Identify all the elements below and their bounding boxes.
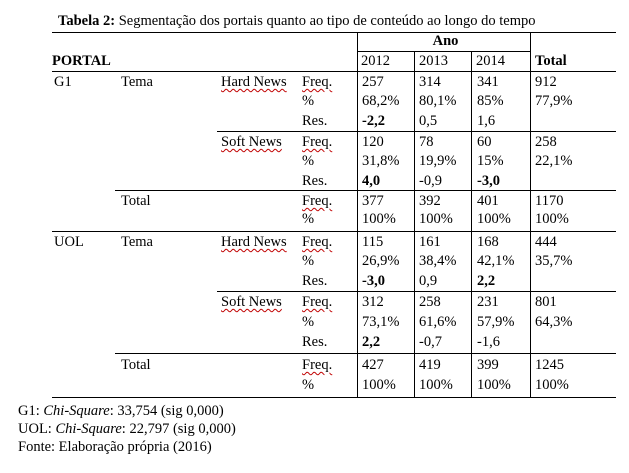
table-cell: 341 [477,74,499,90]
table-cell: 80,1% [419,93,457,109]
table-cell: 427 [362,357,384,373]
table-cell: Res. [302,173,328,189]
table-cell: -2,2 [362,113,385,129]
table-caption [58,13,536,30]
table-cell: 0,5 [419,113,438,129]
table-cell: 31,8% [362,153,400,169]
table-cell: 100% [362,377,396,393]
header-year-2014: 2014 [476,53,505,69]
table-cell: 42,1% [477,253,515,269]
table-cell: 312 [362,294,384,310]
table-cell: % [302,377,315,393]
table-cell: 61,6% [419,314,457,330]
table-cell: Soft News [221,294,282,310]
table-cell: Freq. [302,294,333,310]
table-cell: -0,9 [419,173,442,189]
table-cell: 2,2 [362,334,381,350]
rule-bottom [52,397,616,398]
table-cell: 100% [362,211,396,227]
rule-uol [52,231,616,232]
caption-label: Tabela 2: [58,13,116,29]
table-cell: 100% [477,377,511,393]
table-cell: Total [121,193,151,209]
table-cell: Freq. [302,74,333,90]
table-cell: 100% [419,211,453,227]
table-cell: 1245 [535,357,564,373]
table-cell: 0,9 [419,273,438,289]
table-cell: % [302,211,315,227]
table-cell: 231 [477,294,499,310]
table-cell: 258 [535,134,557,150]
rule-g1-soft [217,131,616,132]
table-cell: Soft News [221,134,282,150]
table-cell: -3,0 [477,173,500,189]
table-cell: 377 [362,193,384,209]
footnote-uol: UOL: Chi-Square: 22,797 (sig 0,000) [18,421,236,437]
table-cell: % [302,93,315,109]
footnote-g1: G1: Chi-Square: 33,754 (sig 0,000) [18,403,224,419]
table-cell: 15% [477,153,504,169]
table-cell: 64,3% [535,314,573,330]
table-cell: 85% [477,93,504,109]
table-cell: 77,9% [535,93,573,109]
table-cell: 38,4% [419,253,457,269]
table-cell: -0,7 [419,334,442,350]
table-cell: 100% [419,377,453,393]
col-rule-2013-left [414,51,415,397]
table-cell: 35,7% [535,253,573,269]
table-cell: 68,2% [362,93,400,109]
rule-years-top [357,51,530,52]
table-cell: Freq. [302,357,333,373]
table-cell: -1,6 [477,334,500,350]
table-cell: 399 [477,357,499,373]
table-cell: % [302,314,315,330]
table-cell: % [302,153,315,169]
rule-uol-total [115,353,616,354]
table-cell: UOL [54,234,84,250]
rule-top [52,32,616,33]
table-cell: 419 [419,357,441,373]
header-portal: PORTAL [52,53,111,69]
rule-header-bottom [52,71,616,72]
table-cell: Res. [302,113,328,129]
header-year-2012: 2012 [361,53,390,69]
table-cell: 161 [419,234,441,250]
table-cell: 26,9% [362,253,400,269]
rule-g1-total [115,190,616,191]
table-cell: 392 [419,193,441,209]
table-cell: Tema [121,234,153,250]
table-cell: 444 [535,234,557,250]
table-cell: Hard News [221,74,287,90]
table-cell: 801 [535,294,557,310]
table-cell: 4,0 [362,173,381,189]
rule-uol-soft [217,291,616,292]
table-cell: Freq. [302,134,333,150]
table-cell: Freq. [302,193,333,209]
table-cell: Res. [302,273,328,289]
table-cell: 120 [362,134,384,150]
caption-text: Segmentação dos portais quanto ao tipo de conteúdo ao longo do tempo [118,13,536,29]
table-cell: 314 [419,74,441,90]
table-cell: 1,6 [477,113,496,129]
table-cell: -3,0 [362,273,385,289]
table-cell: 100% [477,211,511,227]
table-cell: G1 [54,74,72,90]
table-cell: 2,2 [477,273,496,289]
table-cell: 168 [477,234,499,250]
table-cell: 57,9% [477,314,515,330]
table-cell: 912 [535,74,557,90]
header-total: Total [535,53,567,69]
table-cell: % [302,253,315,269]
table-cell: 258 [419,294,441,310]
table-cell: 60 [477,134,492,150]
header-ano: Ano [432,33,459,49]
footnote-fonte: Fonte: Elaboração própria (2016) [18,439,212,455]
table-cell: 78 [419,134,434,150]
table-cell: 22,1% [535,153,573,169]
table-cell: 1170 [535,193,564,209]
table-cell: Res. [302,334,328,350]
table-cell: 73,1% [362,314,400,330]
table-cell: Freq. [302,234,333,250]
table-cell: Tema [121,74,153,90]
col-rule-2014-left [471,51,472,397]
table-cell: Hard News [221,234,287,250]
table-cell: Total [121,357,151,373]
table-cell: 100% [535,377,569,393]
col-rule-freq-left [357,32,358,397]
table-cell: 115 [362,234,384,250]
header-year-2013: 2013 [419,53,448,69]
table-cell: 257 [362,74,384,90]
table-cell: 401 [477,193,499,209]
table-cell: 19,9% [419,153,457,169]
col-rule-total-left [530,32,531,397]
table-cell: 100% [535,211,569,227]
